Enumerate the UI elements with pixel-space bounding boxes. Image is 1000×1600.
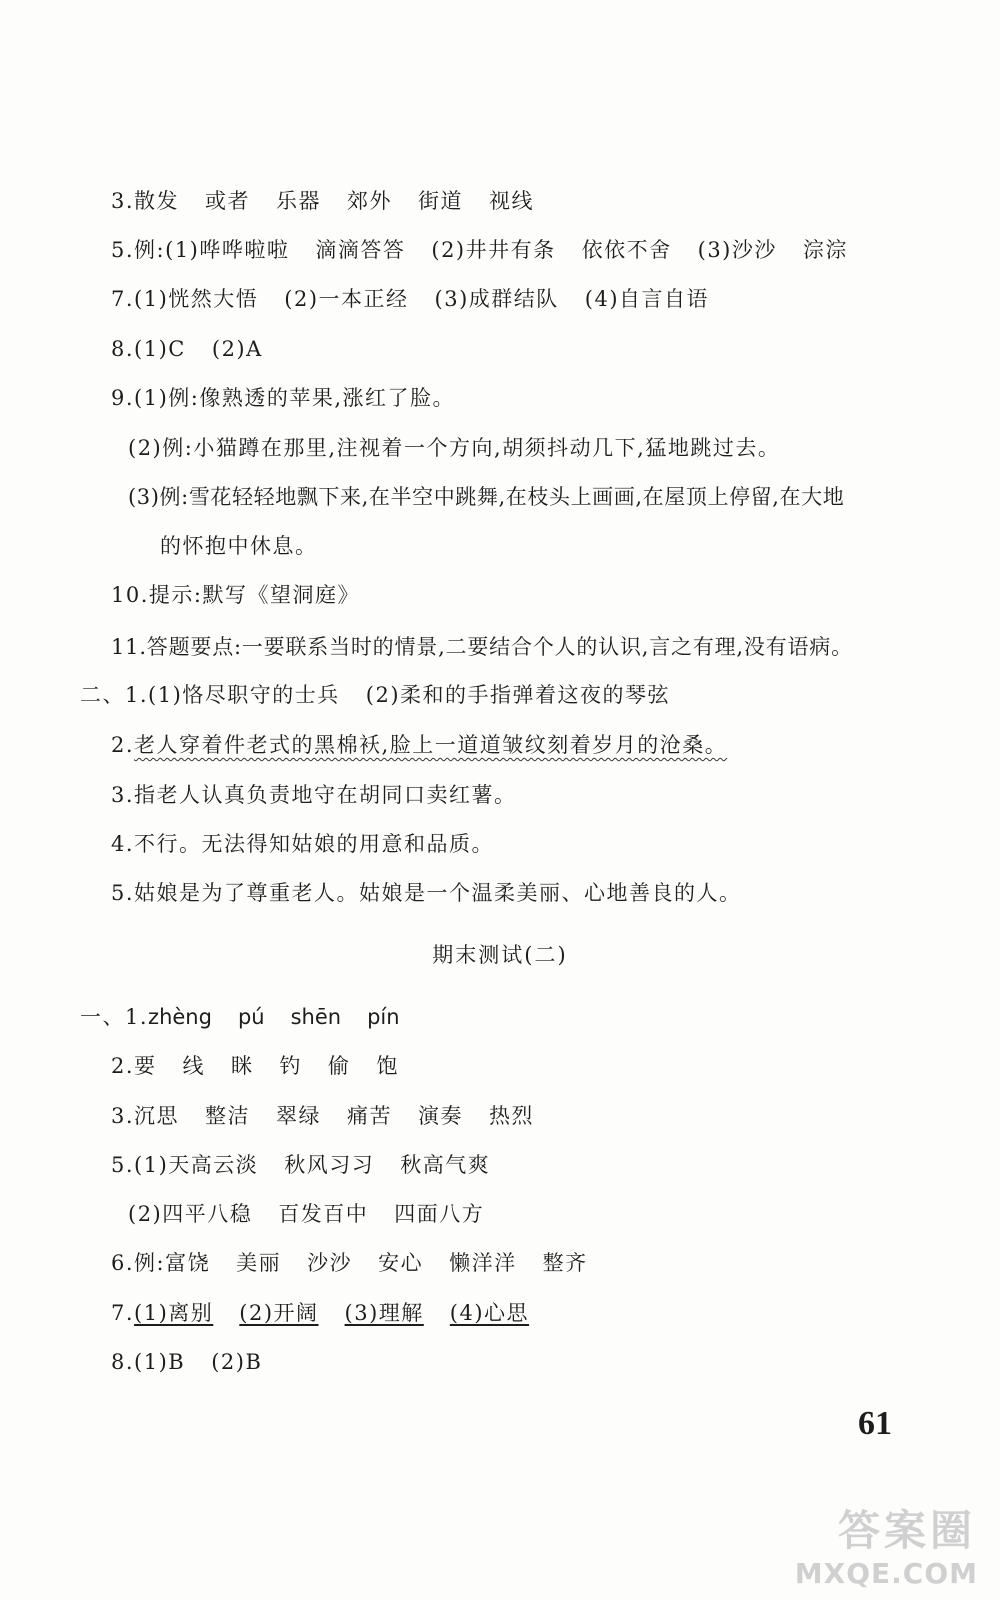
- test2-line-2: 2.要 线 眯 钓 偷 饱: [111, 1054, 400, 1078]
- part-two-line-2: 2.老人穿着件老式的黑棉袄,脸上一道道皱纹刻着岁月的沧桑。: [111, 733, 728, 757]
- page-number: 61: [858, 1405, 892, 1442]
- part-two-line-5: 5.姑娘是为了尊重老人。姑娘是一个温柔美丽、心地善良的人。: [111, 881, 742, 905]
- section-title: 期末测试(二): [432, 943, 568, 967]
- answer-line-11: 11.答题要点:一要联系当时的情景,二要结合个人的认识,言之有理,没有语病。: [111, 635, 853, 659]
- test2-line-5: 5.(1)天高云淡 秋风习习 秋高气爽: [111, 1153, 491, 1177]
- wavy-underlined-sentence: 老人穿着件老式的黑棉袄,脸上一道道皱纹刻着岁月的沧桑。: [134, 733, 728, 757]
- test2-line-6: 6.例:富饶 美丽 沙沙 安心 懒洋洋 整齐: [111, 1251, 588, 1275]
- part-two-line-4: 4.不行。无法得知姑娘的用意和品质。: [111, 832, 495, 856]
- answer-line-3: 3.散发 或者 乐器 郊外 街道 视线: [111, 189, 535, 213]
- test2-line-8: 8.(1)B (2)B: [111, 1350, 263, 1374]
- answer-line-5: 5.例:(1)哗哗啦啦 滴滴答答 (2)井井有条 依依不舍 (3)沙沙 淙淙: [111, 238, 848, 262]
- watermark-logo: 答案圈 MXQE.COM: [794, 1506, 978, 1590]
- part-two-line-3: 3.指老人认真负责地守在胡同口卖红薯。: [111, 783, 517, 807]
- answer-line-8: 8.(1)C (2)A: [111, 337, 263, 361]
- answer-line-7: 7.(1)恍然大悟 (2)一本正经 (3)成群结队 (4)自言自语: [111, 287, 710, 311]
- answer-line-9-1: 9.(1)例:像熟透的苹果,涨红了脸。: [111, 386, 456, 410]
- test2-line-7: 7.(1)离别 (2)开阔 (3)理解 (4)心思: [111, 1301, 530, 1325]
- answer-line-9-2: (2)例:小猫蹲在那里,注视着一个方向,胡须抖动几下,猛地跳过去。: [128, 436, 781, 460]
- test2-line-1: 一、1.zhèng pú shēn pín: [80, 1005, 400, 1029]
- test2-line-3: 3.沉思 整洁 翠绿 痛苦 演奏 热烈: [111, 1104, 535, 1128]
- part-two-line-1: 二、1.(1)恪尽职守的士兵 (2)柔和的手指弹着这夜的琴弦: [80, 683, 671, 707]
- answer-line-9-3-cont: 的怀抱中休息。: [160, 534, 318, 558]
- test2-line-5-2: (2)四平八稳 百发百中 四面八方: [128, 1202, 485, 1226]
- answer-line-9-3: (3)例:雪花轻轻地飘下来,在半空中跳舞,在枝头上画画,在屋顶上停留,在大地: [128, 485, 845, 509]
- answer-line-10: 10.提示:默写《望洞庭》: [111, 583, 360, 607]
